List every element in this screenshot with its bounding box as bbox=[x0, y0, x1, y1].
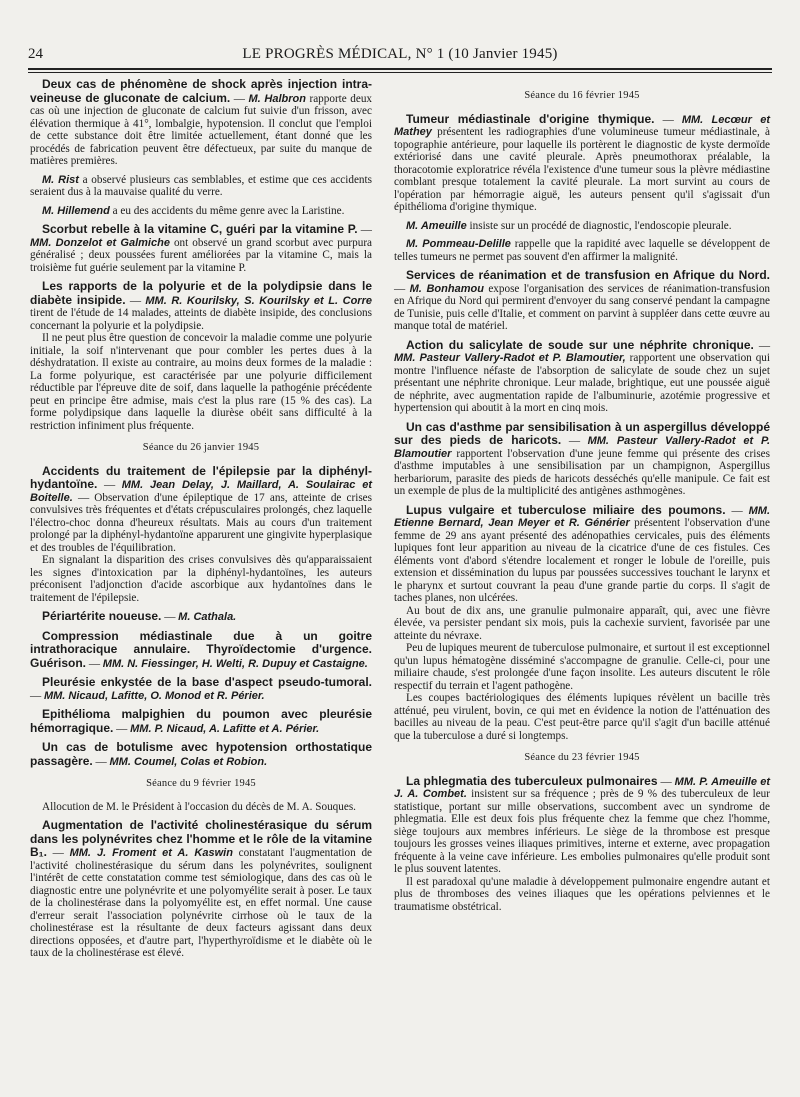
article-entry: Périartérite noueuse. — M. Cathala. bbox=[42, 609, 237, 623]
author-names: MM. N. Fiessinger, H. Welti, R. Dupuy et Castaigne. bbox=[102, 657, 368, 670]
page-number: 24 bbox=[28, 46, 43, 62]
author-names: M. Hillemend bbox=[42, 204, 110, 217]
author-names: M. Ameuille bbox=[406, 219, 467, 232]
article-entry: Action du salicylate de soude sur une néphrite chronique. — MM. Pasteur Vallery-Radot et P. Blamoutier, rapportent une observation qui montre l'influence néfaste de l'absorption de salicylate de soude chez un sujet présentant une néphrite chronique. Leur malade, brightique, eut une poussée aiguë de néphrite, avec augmentation rapide de l'albuminurie, azotémie progressive et hypertension qui aboutit à la mort en cinq mois. bbox=[394, 337, 771, 414]
session-heading: Séance du 16 février 1945 bbox=[524, 90, 640, 101]
article-text: a observé plusieurs cas semblables, et estime que ces accidents seraient dus à la mauvaise qualité du verre. bbox=[30, 173, 372, 198]
header-rule bbox=[28, 68, 772, 73]
article-text: constatant l'augmentation de l'activité cholinestérasique du sérum dans les polynévrites, soulignent l'intérêt de cette constatation comme test sémiologique, dans des cas où le diagnostic entre une polynévrite et une polyomyélite serait à poser. Le taux de la cholinestérase dans la polyomyélite est, en effet normal. Une cause d'erreur serait l'association polynévrite cirrhose où le taux de la cholinestérase est la résultante de deux facteurs agissant dans deux directions opposées, et d'autre part, l'hyperthyroïdisme et le diabète où le taux de la cholinestérase est élevé. bbox=[30, 847, 373, 959]
article-title: Services de réanimation et de transfusion en Afrique du Nord. bbox=[406, 268, 770, 282]
article-entry bbox=[30, 174, 372, 199]
article-text: ont observé un grand scorbut avec purpura généralisé ; deux poussées furent améliorées par la vitamine C, mais la troisième fut guérie seulement par la vitamine P. bbox=[30, 236, 373, 274]
article-text: rapportent l'observation d'une jeune femme qui présente des crises d'asthme imputables à une sensibilisation par un champignon, Aspergillus herbariorum, parasite des pieds de haricots desséchés qu'elle manipule. Ce fait est un exemple de plus de la multiplicité des antigènes asthmogènes. bbox=[394, 447, 770, 497]
running-title: LE PROGRÈS MÉDICAL, N° 1 (10 Janvier 1945) bbox=[242, 46, 558, 62]
author-names: MM. P. Nicaud, A. Lafitte et A. Périer. bbox=[130, 722, 320, 735]
author-names: MM. Pasteur Vallery-Radot et P. Blamoutier, bbox=[394, 352, 626, 364]
article-entry: Lupus vulgaire et tuberculose miliaire des poumons. — MM. Etienne Bernard, Jean Meyer et R. Générier présentent l'observation d'une femme de 29 ans ayant présenté des adénopathies cervicales, puis des éléments lupiques font leur apparition au niveau de la cicatrice d'une de ces fistules. Ces éléments vont d'abord s'étendre localement et ronger le lobule de l'oreille, puis extension et dissémination du lupus par poussées successives touchant le larynx et le pharynx et surtout couvrant la peau d'une grande partie du corps. Il s'agit de taches planes, non ulcérées. Au bout de dix ans, une granulie pulmonaire apparaît, qui, avec une fièvre élevée, va persister pendant six mois, puis la cachexie survient, favorisée par une atteinte du névraxe. Peu de lupiques meurent de tuberculose pulmonaire, et surtout il est exceptionnel qu'un lupus hématogène disséminé s'accompagne de granulie. Celle-ci, pour une miliaire chaude, s'est prolongée d'une façon insolite. Les auteurs discutent le rôle respectif du terrain et l'agent pathogène. Les coupes bactériologiques des éléments lupiques révèlent un bacille très atténué, peu virulent, bovin, ce qui met en évidence la notion de l'atténuation des bacilles au niveau de la peau. C'est peut-être parce qu'il s'agit d'un bacille atténué que la tuberculose a duré si longtemps. bbox=[394, 502, 771, 742]
article-entry: Scorbut rebelle à la vitamine C, guéri par la vitamine P. — MM. Donzelot et Galmiche ont observé un grand scorbut avec purpura généralisé ; deux poussées furent améliorées par la vitamine C, mais la troisième fut guérie seulement par la vitamine P. bbox=[30, 222, 373, 274]
article-entry: Un cas d'asthme par sensibilisation à un aspergillus développé sur des pieds de haricots. — MM. Pasteur Vallery-Radot et P. Blamoutier rapportent l'observation d'une jeune femme qui présente des crises d'asthme imputables à une sensibilisation par un champignon, Aspergillus herbariorum, parasite des pieds de haricots desséchés qu'elle manipule. Ce fait est un exemple de plus de la multiplicité des antigènes asthmogènes. bbox=[394, 419, 771, 497]
article-text: Allocution de M. le Président à l'occasion du décès de M. A. Souques. bbox=[42, 800, 356, 813]
article-title: Accidents du traitement de l'épilepsie par la diphényl-hydantoïne. bbox=[30, 463, 372, 491]
author-names: MM. R. Kourilsky, S. Kourilsky et L. Corre bbox=[145, 294, 372, 307]
article-title: Scorbut rebelle à la vitamine C, guéri par la vitamine P. bbox=[42, 222, 358, 236]
article-paragraph: Au bout de dix ans, une granulie pulmonaire apparaît, qui, avec une fièvre élevée, va persister pendant six mois, puis la cachexie survient, favorisée par une atteinte du névraxe. bbox=[394, 604, 770, 642]
article-entry: Tumeur médiastinale d'origine thymique. — MM. Lecœur et Mathey présentent les radiographies d'une volumineuse tumeur médiastinale, à topographie antérieure, pour laquelle ils portèrent le diagnostic de kyste dermoïde extériorisé dans une cavité pleurale. Après pneumothorax préalable, la thoracotomie exploratrice révéla l'existence d'une tumeur sous la plèvre médiastine comblant presque totalement la cavité pleurale. La mort survint au cours de l'opération par hémorragie aiguë, les auteurs pensent qu'il s'agissait d'un épithélioma d'origine thymique. bbox=[394, 111, 771, 213]
right-column bbox=[394, 78, 770, 919]
article-entry bbox=[30, 205, 372, 218]
article-title: Deux cas de phénomène de shock après injection intra-veineuse de gluconate de calcium. bbox=[30, 77, 372, 105]
session-heading: Séance du 26 janvier 1945 bbox=[142, 442, 260, 453]
article-entry: Services de réanimation et de transfusion en Afrique du Nord. — M. Bonhamou expose l'organisation des services de réanimation-transfusion en Afrique du Nord qui permirent d'envoyer du sang conservé pendant la campagne de Tunisie, puis celle d'Italie, et comment on parvint à suppléer dans cette œuvre au manque total de matériel. bbox=[394, 268, 771, 332]
article-entry: Pleurésie enkystée de la base d'aspect pseudo-tumoral. — MM. Nicaud, Lafitte, O. Monod et R. Périer. bbox=[30, 675, 372, 702]
author-names: MM. Pasteur Vallery-Radot et P. Blamoutier bbox=[394, 435, 771, 460]
article-text: a eu des accidents du même genre avec la Laristine. bbox=[109, 204, 345, 217]
article-entry bbox=[394, 220, 770, 233]
author-names: MM. Etienne Bernard, Jean Meyer et R. Générier bbox=[394, 504, 771, 529]
article-paragraph: En signalant la disparition des crises convulsives dès qu'apparaissaient les signes d'intoxication par la diphényl-hydantoïnes, les auteurs préconisent l'adjonction d'acide ascorbique aux hydantoïnes dans le traitement de l'épilepsie. bbox=[30, 554, 372, 604]
author-names: M. Cathala. bbox=[178, 611, 237, 623]
article-title: Les rapports de la polyurie et de la polydipsie dans le diabète insipide. bbox=[30, 279, 372, 307]
article-title: Un cas d'asthme par sensibilisation à un aspergillus développé sur des pieds de haricots. bbox=[394, 419, 770, 447]
left-column bbox=[30, 78, 372, 966]
article-text: — Observation d'une épileptique de 17 ans, atteinte de crises convulsives très fréquentes et d'états crépusculaires prolongés, chez laquelle l'électro-choc donna d'heureux résultats. Mais au cours d'un traitement prolongé par la diphényl-hydantoïne apparurent une gingivite hyperplasique et des troubles de l'équilibration. bbox=[30, 491, 372, 554]
article-title: Un cas de botulisme avec hypotension orthostatique passagère. bbox=[30, 740, 372, 768]
author-names: M. Bonhamou bbox=[409, 282, 484, 295]
article-text: expose l'organisation des services de réanimation-transfusion en Afrique du Nord qui permirent d'envoyer du sang conservé pendant la campagne de Tunisie, puis celle d'Italie, et comment on parvint à suppléer dans cette œuvre au manque total de matériel. bbox=[394, 282, 771, 332]
article-paragraph: Il est paradoxal qu'une maladie à développement pulmonaire engendre autant et plus de thromboses des veines iliaques que les opérations pelviennes et le traumatisme obstétrical. bbox=[394, 875, 770, 913]
author-names: M. Halbron bbox=[248, 92, 306, 105]
author-names: MM. Donzelot et Galmiche bbox=[30, 236, 170, 249]
article-entry: Deux cas de phénomène de shock après injection intra-veineuse de gluconate de calcium. — M. Halbron rapporte deux cas où une injection de gluconate de calcium fut suivie d'un frisson, avec élévation thermique à 41°, lombalgie, hypotension. Il conclut que l'emploi de cette substance doit être limitée actuellement, étant donné que les procédés de fabrication peuvent être défectueux, par suite du manque de matières premières. bbox=[30, 77, 373, 167]
author-names: M. Rist bbox=[42, 173, 79, 186]
article-text: insistent sur sa fréquence ; près de 9 % des tuberculeux de leur statistique, portant sur mille observations, succombent avec un syndrome de phlegmatia. Elle est deux fois plus fréquente chez la femme que chez l'homme, siège toujours aux membres inférieurs. Le siège de la thrombose est presque toujours les grosses veines iliaques primitives, interne et externe, avec propagation fréquente à la veine cave inférieure. Les embolies pulmonaires qu'elle produit sont le plus souvent latentes. bbox=[394, 788, 770, 875]
article-text: rapportent une observation qui montre l'influence néfaste de l'absorption de salicylate de soude chez un sujet présentant une néphrite chronique. Leur malade, brightique, eut une poussée aiguë de néphrite, avec augmentation rapide de l'albuminurie, azotémie progressive et hypertension qui aboutit à la mort en cinq mois. bbox=[394, 352, 770, 414]
article-title: Action du salicylate de soude sur une néphrite chronique. bbox=[406, 337, 754, 352]
article-paragraph: Il ne peut plus être question de concevoir la maladie comme une polyurie initiale, la soif n'intervenant que pour combler les pertes dues à la déshydratation. Il existe au contraire, au moins deux formes de la maladie : La forme polyurique, est caractérisée par une polyurie difficilement réductible par l'épreuve dite de soif, dans laquelle la pathogénie précédente peut en principe être admise, mais c'est la plus rare (15 % des cas). La forme polydipsique dans laquelle la diurèse obéit sans difficulté à la restriction infiniment plus fréquente. bbox=[30, 332, 372, 432]
page-header bbox=[28, 46, 772, 68]
article-text: rapporte deux cas où une injection de gluconate de calcium fut suivie d'un frisson, avec élévation thermique à 41°, lombalgie, hypotension. Il conclut que l'emploi de cette substance doit être limitée actuellement, étant donné que les procédés de fabrication peuvent être défectueux, par suite du manque de matières premières. bbox=[30, 92, 373, 167]
author-names: MM. Coumel, Colas et Robion. bbox=[109, 755, 268, 768]
article-title: Epithélioma malpighien du poumon avec pleurésie hémorragique. bbox=[30, 707, 372, 735]
article-title: Augmentation de l'activité cholinestérasique du sérum dans les polynévrites chez l'homme et le rôle de la vitamine B₁. bbox=[30, 818, 372, 859]
author-names: M. Pommeau-Delille bbox=[406, 238, 511, 250]
author-names: MM. P. Ameuille et J. A. Combet. bbox=[394, 775, 770, 800]
article-entry: Augmentation de l'activité cholinestérasique du sérum dans les polynévrites chez l'homme et le rôle de la vitamine B₁. — MM. J. Froment et A. Kaswin constatant l'augmentation de l'activité cholinestérasique du sérum dans les polynévrites, soulignent l'intérêt de cette constatation comme test sémiologique, dans des cas où le diagnostic entre une polynévrite et une polyomyélite serait à poser. Le taux de la cholinestérase dans la polyomyélite est, en effet normal. Une cause d'erreur serait l'association polynévrite cirrhose où le taux de la cholinestérase est la résultante de deux facteurs agissant dans deux directions opposées, et d'autre part, l'hyperthyroïdisme et le diabète où le taux de la cholinestérase est élevé. bbox=[30, 818, 373, 959]
author-names: MM. J. Froment et A. Kaswin bbox=[69, 847, 233, 859]
article-text: rappelle que la rapidité avec laquelle se développent de telles tumeurs ne permet pas souvent d'en affirmer la malignité. bbox=[394, 238, 770, 263]
article-title: Périartérite noueuse. bbox=[42, 609, 162, 623]
article-title: Pleurésie enkystée de la base d'aspect pseudo-tumoral. bbox=[42, 675, 372, 689]
article-text: présentent l'observation d'une femme de 29 ans ayant présenté des adénopathies cervicales, puis des éléments lupiques font leur apparition au niveau de la cicatrice d'une de ces fistules. Ces éléments vont d'abord s'étendre localement et ronger le lobule de l'oreille, puis extension et dissémination du lupus par poussées successives touchant le larynx et le pharynx et surtout couvrant la peau d'une grande partie du corps. Il s'agit de taches planes, non ulcérées. bbox=[394, 517, 770, 604]
article-title: Lupus vulgaire et tuberculose miliaire des poumons. bbox=[406, 502, 726, 517]
session-heading: Séance du 23 février 1945 bbox=[524, 752, 640, 763]
article-title: La phlegmatia des tuberculeux pulmonaires bbox=[406, 773, 658, 788]
article-entry bbox=[30, 801, 372, 814]
article-text: insiste sur un procédé de diagnostic, l'endoscopie pleurale. bbox=[466, 219, 732, 232]
author-names: MM. Jean Delay, J. Maillard, A. Soulairac et Boitelle. bbox=[30, 479, 373, 504]
article-paragraph: Peu de lupiques meurent de tuberculose pulmonaire, et surtout il est exceptionnel qu'un lupus hématogène disséminé s'accompagne de granulie. Celle-ci, pour une miliaire chaude, s'est prolongée d'une façon insolite. Les auteurs discutent le rôle respectif du terrain et l'agent pathogène. bbox=[394, 642, 770, 692]
article-entry: Les rapports de la polyurie et de la polydipsie dans le diabète insipide. — MM. R. Kourilsky, S. Kourilsky et L. Corre tirent de l'étude de 14 malades, atteints de diabète insipide, des conclusions concernant la polyurie et la polydipsie. Il ne peut plus être question de concevoir la maladie comme une polyurie initiale, la soif n'intervenant que pour combler les pertes dues à la déshydratation. Il existe au contraire, au moins deux formes de la maladie : La forme polyurique, est caractérisée par une polyurie difficilement réductible par l'épreuve dite de soif, dans laquelle la pathogénie précédente peut en principe être admise, mais c'est la plus rare (15 % des cas). La forme polydipsique dans laquelle la diurèse obéit sans difficulté à la restriction infiniment plus fréquente. bbox=[30, 279, 372, 432]
article-entry bbox=[394, 238, 770, 263]
article-title: Tumeur médiastinale d'origine thymique. bbox=[406, 111, 655, 126]
article-entry: La phlegmatia des tuberculeux pulmonaires — MM. P. Ameuille et J. A. Combet. insistent sur sa fréquence ; près de 9 % des tuberculeux de leur statistique, portant sur mille observations, succombent avec un syndrome de phlegmatia. Elle est deux fois plus fréquente chez la femme que chez l'homme, siège toujours aux membres inférieurs. Le siège de la thrombose est presque toujours les grosses veines iliaques primitives, interne et externe, avec propagation fréquente à la veine cave inférieure. Les embolies pulmonaires qu'elle produit sont le plus souvent latentes. Il est paradoxal qu'une maladie à développement pulmonaire engendre autant et plus de thromboses des veines iliaques que les opérations pelviennes et le traumatisme obstétrical. bbox=[394, 773, 770, 913]
article-entry: Accidents du traitement de l'épilepsie par la diphényl-hydantoïne. — MM. Jean Delay, J. Maillard, A. Soulairac et Boitelle. — Observation d'une épileptique de 17 ans, atteinte de crises convulsives très fréquentes et d'états crépusculaires prolongés, chez laquelle l'électro-choc donna d'heureux résultats. Mais au cours d'un traitement prolongé par la diphényl-hydantoïne apparurent une gingivite hyperplasique et des troubles de l'équilibration. En signalant la disparition des crises convulsives dès qu'apparaissaient les signes d'intoxication par la diphényl-hydantoïnes, les auteurs préconisent l'adjonction d'acide ascorbique aux hydantoïnes dans le traitement de l'épilepsie. bbox=[30, 463, 373, 604]
session-heading: Séance du 9 février 1945 bbox=[146, 778, 256, 789]
article-entry: Un cas de botulisme avec hypotension orthostatique passagère. — MM. Coumel, Colas et Robion. bbox=[30, 740, 372, 768]
article-paragraph: Les coupes bactériologiques des éléments lupiques révèlent un bacille très atténué, peu virulent, bovin, ce qui met en évidence la notion de l'atténuation des bacilles au niveau de la peau. C'est peut-être parce qu'il s'agit d'un bacille atténué que la tuberculose a duré si longtemps. bbox=[394, 692, 770, 742]
article-entry: Compression médiastinale due à un goitre intrathoracique annulaire. Thyroïdectomie d'urgence. Guérison. — MM. N. Fiessinger, H. Welti, R. Dupuy et Castaigne. bbox=[30, 628, 372, 670]
author-names: MM. Nicaud, Lafitte, O. Monod et R. Périer. bbox=[43, 689, 265, 702]
article-entry: Epithélioma malpighien du poumon avec pleurésie hémorragique. — MM. P. Nicaud, A. Lafitte et A. Périer. bbox=[30, 707, 372, 735]
article-title: Compression médiastinale due à un goitre intrathoracique annulaire. Thyroïdectomie d'urgence. Guérison. bbox=[30, 628, 372, 670]
article-text: présentent les radiographies d'une volumineuse tumeur médiastinale, à topographie antérieure, pour laquelle ils portèrent le diagnostic de kyste dermoïde extériorisé dans une cavité pleurale. Après pneumothorax préalable, la thoracotomie exploratrice révéla l'existence d'une tumeur sous la plèvre médiastine comblant presque totalement la cavité pleurale. La mort survint au cours de l'opération par hémorragie aiguë, les auteurs pensent qu'il s'agissait d'un épithélioma d'origine thymique. bbox=[394, 126, 770, 213]
author-names: MM. Lecœur et Mathey bbox=[394, 113, 771, 138]
article-text: tirent de l'étude de 14 malades, atteints de diabète insipide, des conclusions concernant la polyurie et la polydipsie. bbox=[30, 307, 372, 332]
